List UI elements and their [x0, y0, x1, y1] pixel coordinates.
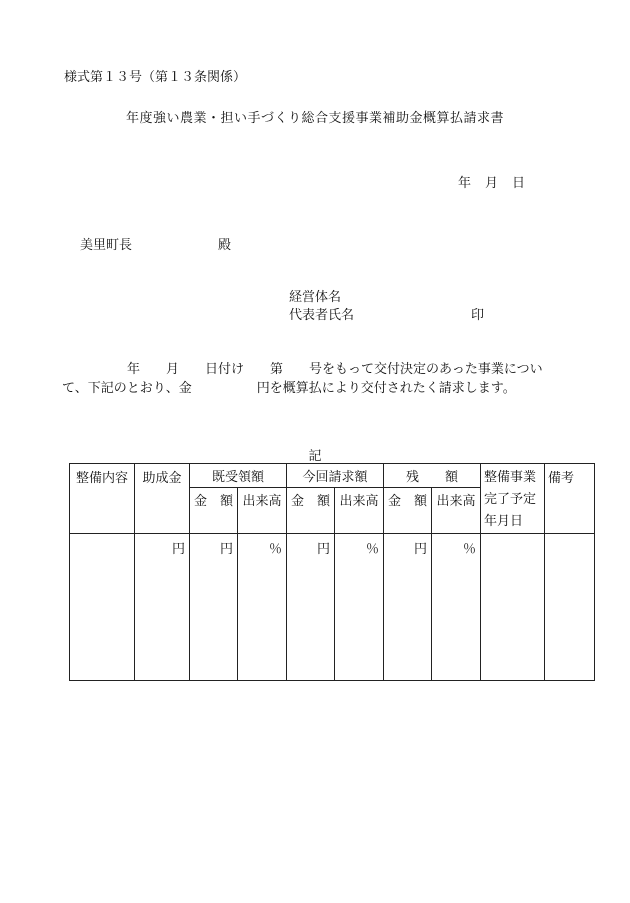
detail-table — [69, 463, 595, 681]
cell-remaining-progress: ％ — [432, 534, 481, 681]
date-day-label: 日 — [512, 176, 526, 191]
table-row — [70, 534, 595, 681]
cell-current-amount: 円 — [287, 534, 335, 681]
cell-subsidy: 円 — [135, 534, 190, 681]
representative-label: 代表者氏名 — [289, 308, 355, 323]
header-remaining: 残 額 — [384, 464, 481, 488]
sub-remaining-progress: 出来高 — [432, 488, 481, 534]
cell-content — [70, 534, 135, 681]
header-completion-date: 整備事業完了予定年月日 — [481, 464, 545, 534]
cell-completion-date — [481, 534, 545, 681]
header-remarks: 備考 — [545, 464, 595, 534]
request-body-text: 年 月 日付け 第 号をもって交付決定のあった事業について、下記のとおり、金 円を概算払により交付されたく請求します。 — [62, 362, 543, 396]
sub-current-amount: 金 額 — [287, 488, 335, 534]
header-subsidy: 助成金 — [135, 464, 190, 534]
applicant-block — [289, 289, 485, 325]
cell-remarks — [545, 534, 595, 681]
cell-received-progress: ％ — [238, 534, 287, 681]
cell-received-amount: 円 — [190, 534, 238, 681]
addressee — [80, 234, 231, 253]
form-number: 様式第１３号（第１３条関係） — [64, 70, 247, 85]
ki-heading: 記 — [308, 449, 322, 464]
header-received: 既受領額 — [190, 464, 287, 488]
date-month-label: 月 — [485, 176, 499, 191]
sub-current-progress: 出来高 — [335, 488, 384, 534]
header-content: 整備内容 — [70, 464, 135, 534]
date-year-label: 年 — [458, 176, 472, 191]
sub-remaining-amount: 金 額 — [384, 488, 432, 534]
cell-current-progress: ％ — [335, 534, 384, 681]
header-current: 今回請求額 — [287, 464, 384, 488]
seal-mark: 印 — [471, 308, 485, 323]
addressee-honorific: 殿 — [218, 238, 232, 253]
org-name-label: 経営体名 — [289, 290, 342, 305]
document-title: 年度強い農業・担い手づくり総合支援事業補助金概算払請求書 — [125, 111, 504, 126]
cell-remaining-amount: 円 — [384, 534, 432, 681]
addressee-name: 美里町長 — [80, 238, 133, 253]
date-line — [458, 172, 525, 191]
sub-received-amount: 金 額 — [190, 488, 238, 534]
sub-received-progress: 出来高 — [238, 488, 287, 534]
